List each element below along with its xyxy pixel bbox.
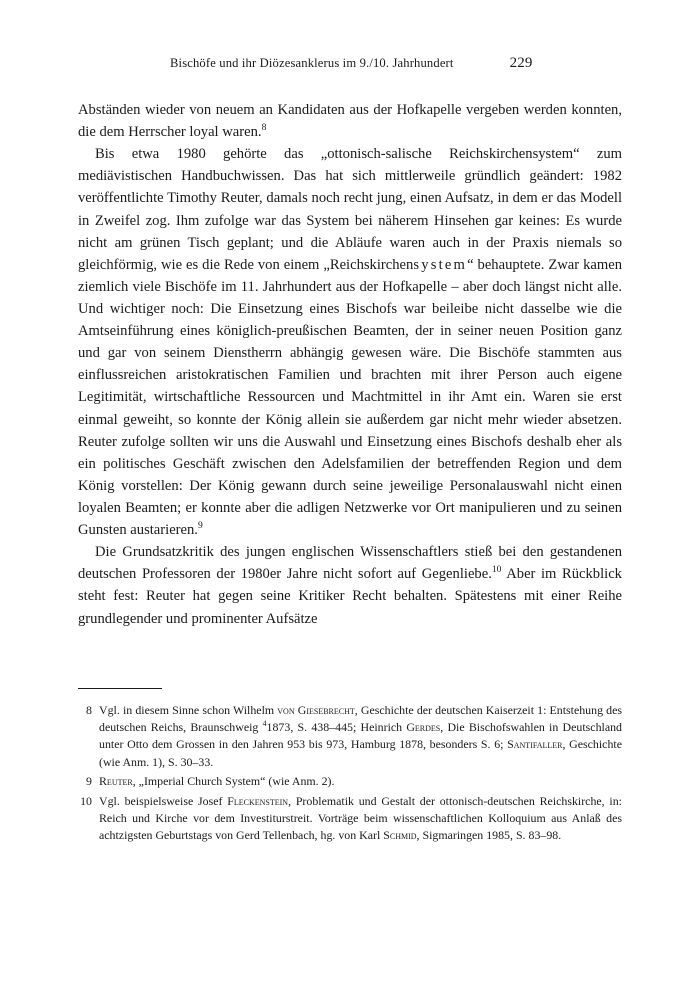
footnote-number: 8 [86, 702, 92, 717]
footnote [78, 793, 622, 845]
paragraph: Abständen wieder von neuem an Kandidaten aus der Hofkapelle vergeben werden konnten, die dem Herrscher loyal waren.$^8$ [78, 102, 622, 141]
running-head [170, 55, 622, 72]
page-number: 229 [509, 55, 533, 71]
footnotes [78, 702, 622, 845]
footnote-text: Vgl. in diesem Sinne schon Wilhelm von Giesebrecht, Geschichte der deutschen Kaiserzeit 1: Entstehung des deutschen Reichs, Braunschweig $^4$1873, S. 438–445; Heinrich Gerdes, Die Bischofswahlen in Deutschland unter Otto dem Grossen in den Jahren 953 bis 973, Hamburg 1878, besonders S. 6; Santifaller, Geschichte (wie Anm. 1), S. 30–33. [99, 702, 622, 769]
footnote-text: Vgl. beispielsweise Josef Fleckenstein, Problematik und Gestalt der ottonisch-deutschen Reichskirche, in: Reich und Kirche vor dem Investiturstreit. Vorträge beim wissenschaftlichen Kolloquium aus Anlaß des achtzigsten Geburtstags von Gerd Tellenbach, hg. von Karl Schmid, Sigmaringen 1985, S. 83–98. [99, 793, 622, 843]
running-head-title: Bischöfe und ihr Diözesanklerus im 9./10. Jahrhundert [170, 56, 454, 70]
footnote [78, 773, 622, 790]
footnote-number: 9 [86, 774, 92, 789]
footnote-text: Reuter, „Imperial Church System“ (wie Anm. 2). [99, 774, 335, 789]
footnote-separator-rule [78, 688, 162, 689]
body-text [78, 99, 622, 630]
paragraph: Die Grundsatzkritik des jungen englischen Wissenschaftlers stieß bei den gestandenen deutschen Professoren der 1980er Jahre nicht sofort auf Gegenliebe.$^{10}$ Aber im Rückblick steht fest: Reuter hat gegen seine Kritiker Recht behalten. Spätestens mit einer Reihe grundlegender und prominenter Aufsätze [78, 544, 622, 627]
paragraph: Bis etwa 1980 gehörte das „ottonisch-salische Reichskirchensystem“ zum mediävistischen Handbuchwissen. Das hat sich mittlerweile gründlich geändert: 1982 veröffentlichte Timothy Reuter, damals noch recht jung, einen Aufsatz, in dem er das Modell in Zweifel zog. Ihm zufolge war das System bei näherem Hinsehen gar keines: Es wurde nicht am grünen Tisch geplant; und die Abläufe waren auch in der Praxis niemals so gleichförmig, wie es die Rede von einem „Reichskirchensystem“ behauptete. Zwar kamen ziemlich viele Bischöfe im 11. Jahrhundert aus der Hofkapelle – aber doch längst nicht alle. Und wichtiger noch: Die Einsetzung eines Bischofs war beileibe nicht dasselbe wie die Amtseinführung eines königlich-preußischen Beamten, der in seiner neuen Position ganz und gar von seinem Dienstherrn abhängig gewesen wäre. Die Bischöfe stammten aus einflussreichen aristokratischen Familien und brachten mit ihrer Person auch eigene Legitimität, wirtschaftliche Ressourcen und Machtmittel in ihr Amt ein. Waren sie erst einmal geweiht, so konnte der König allein sie außerdem gar nicht mehr wieder absetzen. Reuter zufolge sollten wir uns die Auswahl und Einsetzung eines Bischofs deshalb eher als ein politisches Geschäft zwischen den Adelsfamilien der betreffenden Region und dem König vorstellen: Der König gewann durch seine jeweilige Personalauswahl nicht einen loyalen Beamten; er konnte aber die adligen Netzwerke vor Ort manipulieren und zu seinen Gunsten austarieren.$^9$ [78, 146, 622, 539]
footnote [78, 702, 622, 772]
footnote-number: 10 [80, 793, 92, 808]
